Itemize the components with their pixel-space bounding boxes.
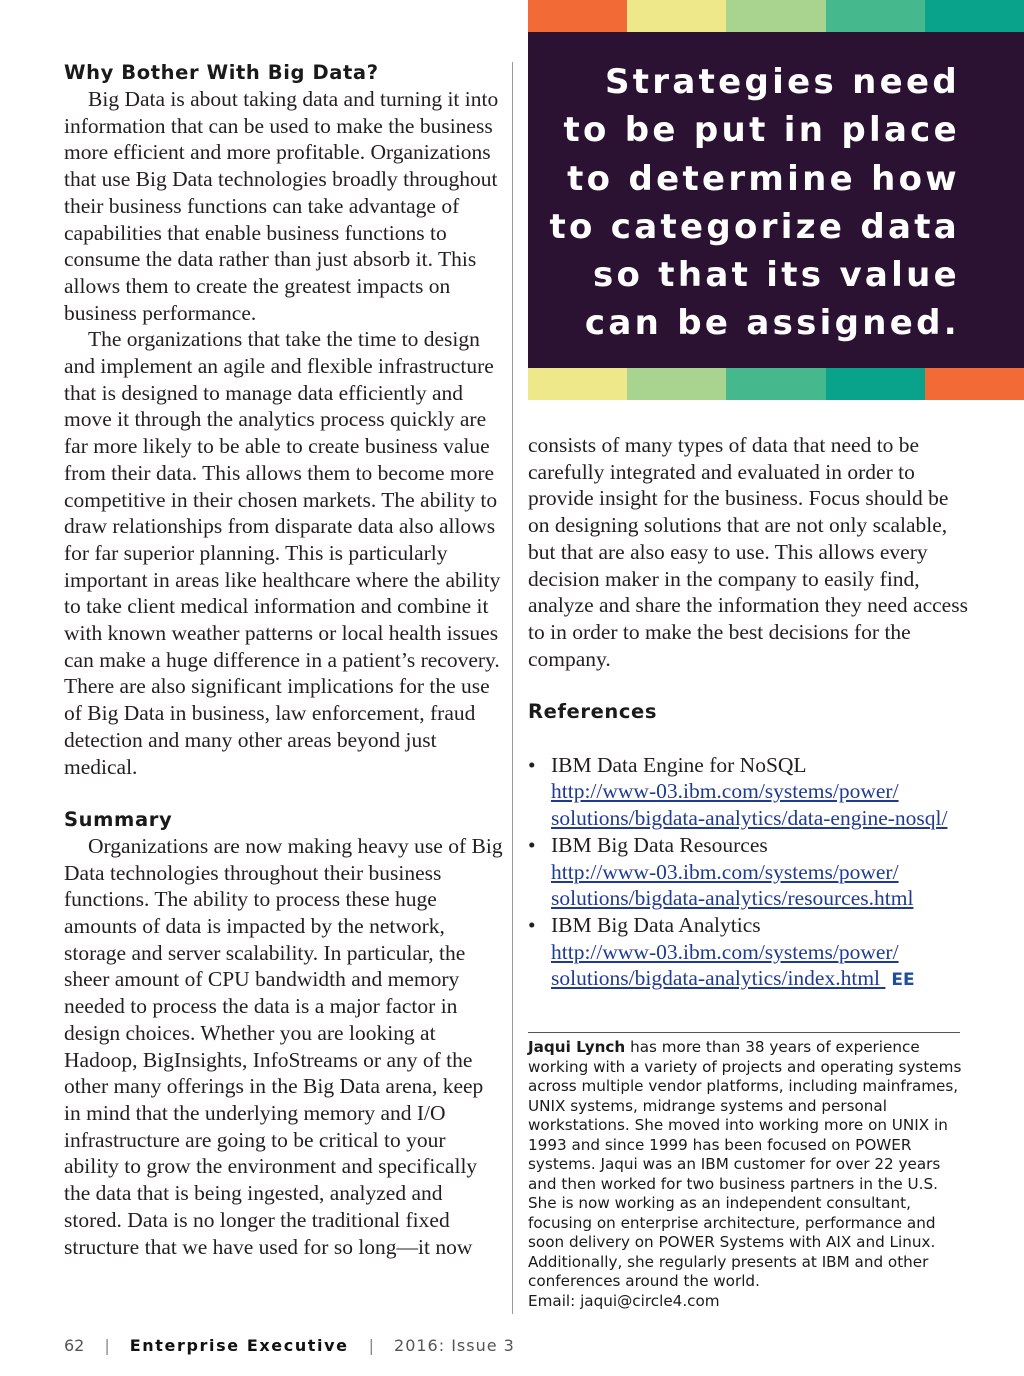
reference-url-line: solutions/bigdata-analytics/resources.html — [551, 886, 914, 911]
right-column — [528, 432, 968, 994]
paragraph-1: Big Data is about taking data and turning it into information that can be used to make the business more efficient and more profitable. Organizations that use Big Data technologies broadly throughout their business functions can take advantage of capabilities that enable business functions to consume the data rather than just absorb it. This allows them to create the greatest impacts on business performance. — [64, 87, 499, 325]
author-bio — [528, 1038, 968, 1311]
heading-why-bother: Why Bother With Big Data? — [64, 61, 379, 84]
stripe-segment — [826, 368, 925, 400]
issue-label: 2016: Issue 3 — [394, 1335, 515, 1355]
stripe-segment — [925, 0, 1024, 32]
bio-divider — [528, 1032, 960, 1033]
pull-quote-line: so that its value — [592, 255, 960, 296]
page-footer — [64, 1334, 515, 1356]
color-stripe-top — [528, 0, 1024, 32]
author-bio-text: has more than 38 years of experience working with a variety of projects and operating systems across multiple vendor platforms, including mainframes, UNIX systems, midrange systems and personal workstations. She moved into working more on UNIX in 1993 and since 1999 has been focused on POWER systems. Jaqui was an IBM customer for over 22 years and then worked for two business partners in the U.S. She is now working as an independent consultant, focusing on enterprise architecture, performance and soon delivery on POWER Systems with AIX and Linux. Additionally, she regularly presents at IBM and other conferences around the world. — [528, 1038, 962, 1290]
reference-link[interactable] — [551, 859, 968, 912]
reference-link[interactable] — [551, 778, 968, 831]
stripe-segment — [627, 368, 726, 400]
paragraph-3: Organizations are now making heavy use of Big Data technologies throughout their business functions. The ability to process these huge amounts of data is impacted by the network, storage and server scalability. In particular, the sheer amount of CPU bandwidth and memory needed to process the data is a major factor in design choices. Whether you are looking at Hadoop, BigInsights, InfoStreams or any of the other many offerings in the Big Data arena, keep in mind that the underlying memory and I/O infrastructure are going to be critical to your ability to grow the environment and specifically the data that is being ingested, analyzed and stored. Data is no longer the traditional fixed structure that we have used for so long—it now — [64, 833, 503, 1259]
heading-summary: Summary — [64, 807, 173, 831]
reference-item — [528, 912, 968, 994]
paragraph-continued: consists of many types of data that need to be carefully integrated and evaluated in order to provide insight for the business. Focus should be on designing solutions that are not only scalable, but that are also easy to use. This allows every decision maker in the company to easily find, analyze and share the information they need access to in order to make the best decisions for the company. — [528, 433, 968, 671]
stripe-segment — [627, 0, 726, 32]
page-number: 62 — [64, 1335, 85, 1355]
magazine-title: Enterprise Executive — [129, 1335, 349, 1355]
left-column — [64, 60, 504, 1260]
pull-quote-line: to categorize data — [549, 206, 960, 247]
reference-link[interactable] — [551, 940, 899, 991]
reference-url-line: http://www-03.ibm.com/systems/power/ — [551, 779, 899, 804]
footer-separator: | — [104, 1335, 110, 1355]
reference-title: IBM Data Engine for NoSQL — [551, 752, 807, 777]
end-mark: EE — [891, 970, 915, 991]
reference-title: IBM Big Data Analytics — [551, 912, 761, 937]
reference-url-line: solutions/bigdata-analytics/index.html — [551, 966, 881, 991]
reference-url-line: http://www-03.ibm.com/systems/power/ — [551, 859, 899, 884]
reference-url-line: solutions/bigdata-analytics/data-engine-nosql/ — [551, 806, 948, 831]
reference-url-line: http://www-03.ibm.com/systems/power/ — [551, 939, 899, 964]
pull-quote-line: Strategies need — [604, 62, 960, 102]
reference-item — [528, 752, 968, 832]
pull-quote-line: can be assigned. — [584, 303, 960, 344]
pull-quote-line: to be put in place — [563, 110, 960, 151]
footer-separator: | — [368, 1335, 375, 1355]
author-email: Email: jaqui@circle4.com — [528, 1291, 720, 1310]
pull-quote-line: to determine how — [567, 158, 960, 199]
reference-title: IBM Big Data Resources — [551, 832, 768, 857]
references-list — [528, 752, 968, 994]
stripe-segment — [726, 0, 825, 32]
heading-references: References — [528, 700, 658, 724]
color-stripe-bottom — [528, 368, 1024, 400]
author-name: Jaqui Lynch — [528, 1038, 626, 1056]
stripe-segment — [826, 0, 925, 32]
column-divider — [512, 62, 513, 1314]
stripe-segment — [925, 368, 1024, 400]
pull-quote — [528, 0, 1024, 400]
stripe-segment — [528, 0, 627, 32]
stripe-segment — [528, 368, 627, 400]
reference-item — [528, 832, 968, 912]
pull-quote-box — [528, 32, 1024, 368]
pull-quote-text — [540, 58, 960, 348]
paragraph-2: The organizations that take the time to design and implement an agile and flexible infrastructure that is designed to manage data efficiently and move it through the analytics process quickly are far more likely to be able to create business value from their data. This allows them to become more competitive in their chosen markets. The ability to draw relationships from disparate data also allows for far superior planning. This is particularly important in areas like healthcare where the ability to take client medical information and combine it with known weather patterns or local health issues can make a huge difference in a patient’s recovery. There are also significant implications for the use of Big Data in business, law enforcement, fraud detection and many other areas beyond just medical. — [64, 327, 501, 779]
stripe-segment — [726, 368, 825, 400]
